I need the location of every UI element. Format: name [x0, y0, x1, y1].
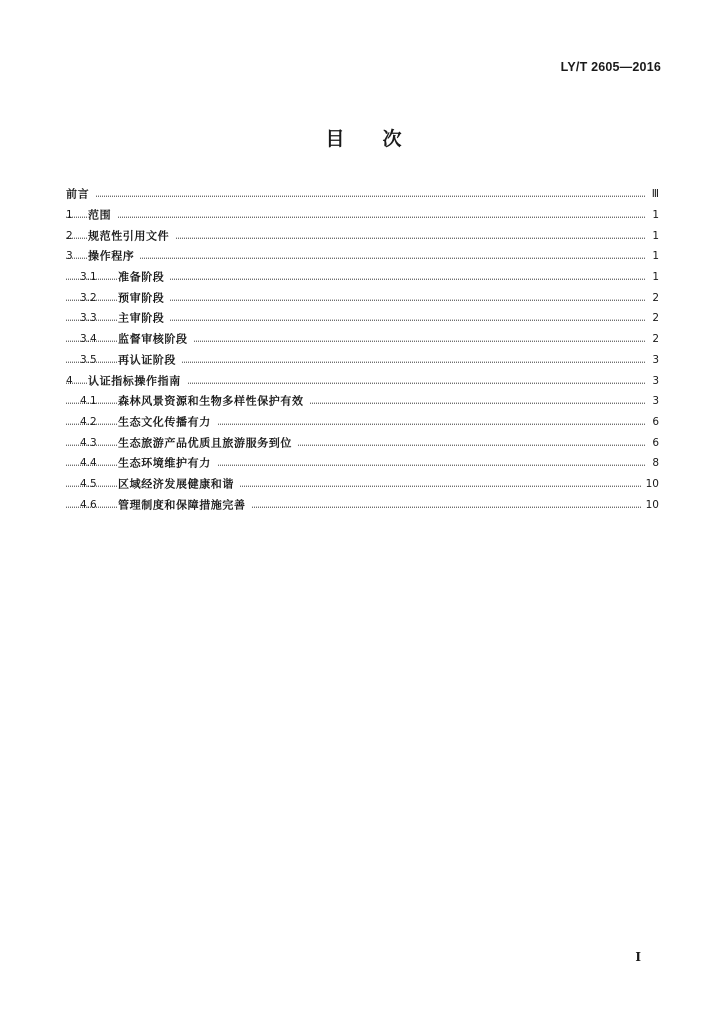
footer-page-number: I [635, 950, 641, 964]
toc-entry-number: 3.4 [80, 332, 97, 345]
toc-entry-label: 预审阶段 [118, 292, 170, 303]
toc-entry[interactable] [66, 246, 659, 267]
toc-entry-page: Ⅲ [647, 189, 659, 200]
toc-entry-number: 4.3 [80, 436, 97, 449]
toc-entry-page: 1 [647, 251, 659, 262]
toc-entry-number: 4 [66, 374, 73, 387]
toc-entry-page: 6 [647, 417, 659, 428]
toc-entry-label: 操作程序 [88, 251, 140, 262]
toc-entry-number: 4.2 [80, 415, 97, 428]
toc-entry-number: 1 [66, 208, 73, 221]
toc-entry[interactable] [66, 205, 659, 226]
toc-entry-page: 2 [647, 313, 659, 324]
toc-entry-label: 主审阶段 [118, 313, 170, 324]
toc-entry-page: 8 [647, 458, 659, 469]
toc-entry-label: 区域经济发展健康和谐 [118, 478, 240, 489]
toc-dot-leader [66, 256, 645, 259]
toc-entry-label: 监督审核阶段 [118, 334, 194, 345]
toc-entry-page: 2 [647, 334, 659, 345]
toc-entry[interactable] [66, 432, 659, 453]
toc-entry[interactable] [66, 453, 659, 474]
toc-entry-number: 4.6 [80, 498, 97, 511]
toc-entry-page: 10 [642, 499, 659, 510]
toc-entry-label: 认证指标操作指南 [88, 375, 187, 386]
toc-entry[interactable] [66, 225, 659, 246]
toc-entry[interactable] [66, 184, 659, 205]
toc-entry-label: 范围 [88, 210, 117, 221]
toc-entry[interactable] [66, 494, 659, 515]
toc-entry-number: 3.3 [80, 312, 97, 325]
toc-entry-page: 3 [647, 375, 659, 386]
toc-entry-page: 10 [642, 479, 659, 490]
toc-entry[interactable] [66, 287, 659, 308]
toc-entry-label: 森林风景资源和生物多样性保护有效 [118, 396, 310, 407]
table-of-contents [66, 184, 659, 515]
toc-entry-number: 2 [66, 229, 73, 242]
toc-entry-page: 3 [647, 396, 659, 407]
toc-dot-leader [66, 194, 645, 197]
toc-entry-page: 3 [647, 355, 659, 366]
toc-entry[interactable] [66, 329, 659, 350]
page-title: 目次 [325, 128, 440, 150]
toc-entry-label: 再认证阶段 [118, 354, 182, 365]
toc-entry[interactable] [66, 391, 659, 412]
toc-entry-number: 3.1 [80, 270, 97, 283]
toc-entry-number: 3.2 [80, 291, 97, 304]
toc-dot-leader [66, 215, 645, 218]
toc-entry-number: 4.5 [80, 477, 97, 490]
standard-code: LY/T 2605—2016 [560, 60, 661, 74]
toc-entry-label: 前言 [66, 189, 95, 200]
toc-entry-page: 2 [647, 293, 659, 304]
toc-entry-number: 4.1 [80, 394, 97, 407]
toc-entry-page: 1 [647, 272, 659, 283]
toc-entry[interactable] [66, 412, 659, 433]
toc-entry-label: 规范性引用文件 [88, 230, 175, 241]
toc-entry-page: 1 [647, 210, 659, 221]
toc-entry-label: 准备阶段 [118, 272, 170, 283]
toc-entry[interactable] [66, 370, 659, 391]
toc-entry-label: 管理制度和保障措施完善 [118, 499, 252, 510]
toc-entry-number: 4.4 [80, 457, 97, 470]
toc-entry-page: 1 [647, 230, 659, 241]
toc-entry-label: 生态文化传播有力 [118, 416, 217, 427]
toc-entry[interactable] [66, 474, 659, 495]
toc-entry-label: 生态环境维护有力 [118, 458, 217, 469]
toc-entry-number: 3 [66, 250, 73, 263]
toc-entry-label: 生态旅游产品优质且旅游服务到位 [118, 437, 298, 448]
toc-entry[interactable] [66, 350, 659, 371]
toc-entry-page: 6 [647, 437, 659, 448]
toc-entry[interactable] [66, 308, 659, 329]
toc-entry-number: 3.5 [80, 353, 97, 366]
toc-entry[interactable] [66, 267, 659, 288]
